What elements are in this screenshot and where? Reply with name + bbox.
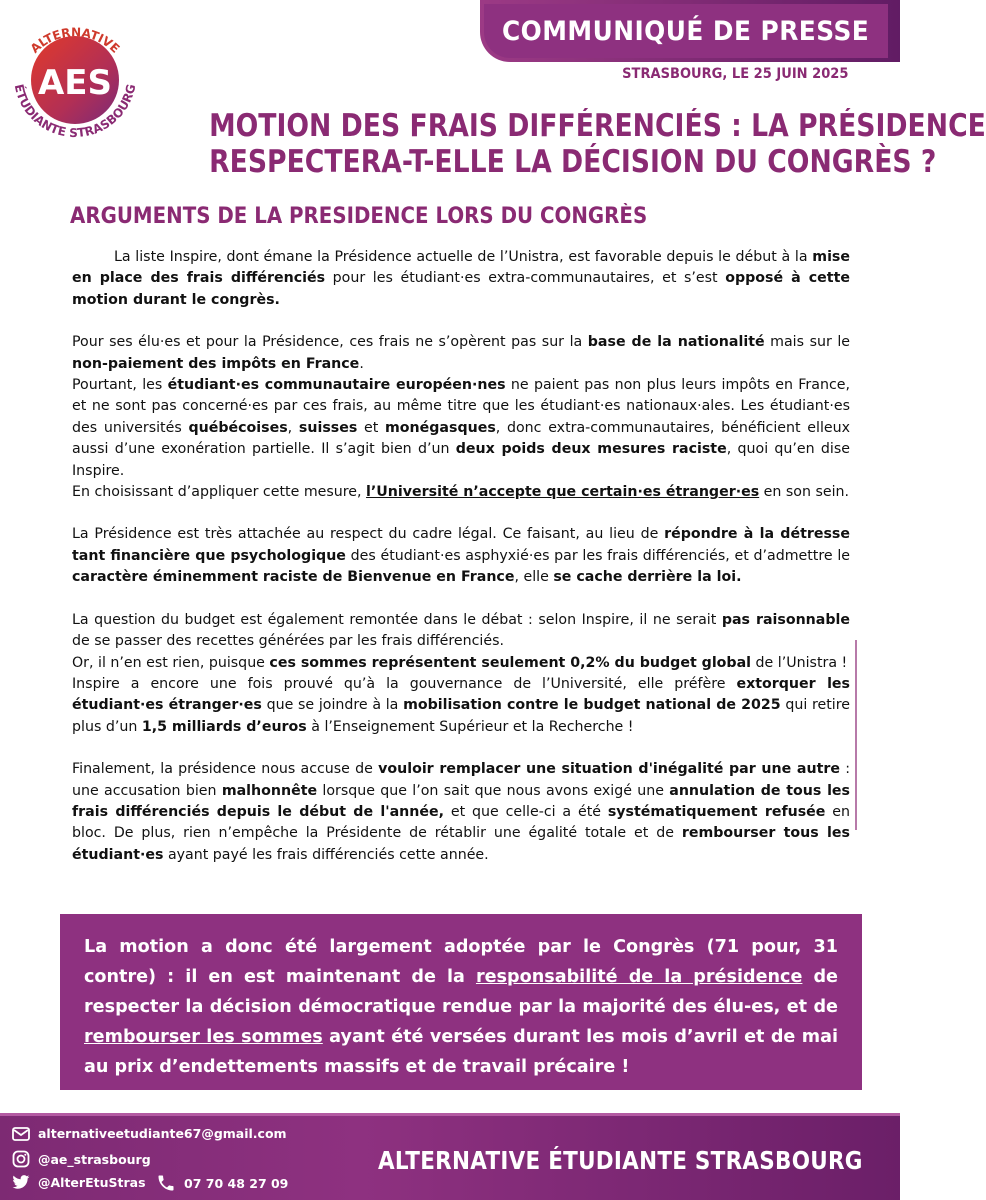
callout-underlined: responsabilité de la présidence: [475, 967, 803, 987]
callout-text: ayant été versées durant les mois d’avril et de mai au prix d’endettements massifs et de travail précaire !: [84, 1027, 838, 1077]
text-run: et que celle-ci a été: [443, 803, 608, 820]
text-run: , quoi qu’en dise Inspire.: [72, 441, 850, 479]
bold-run: se cache derrière la loi.: [553, 569, 742, 586]
instagram-icon: [12, 1150, 30, 1168]
bold-run: mise en place des frais différenciés: [72, 249, 850, 287]
bold-run: annulation de tous les frais différenciés depuis le début de l'année,: [72, 782, 851, 820]
text-run: et: [357, 419, 386, 436]
twitter-bird-icon: [12, 1175, 30, 1190]
bold-run: mobilisation contre le budget national de 2025: [403, 697, 781, 714]
text-run: ,: [287, 419, 299, 436]
bold-run: non-paiement des impôts en France: [72, 355, 360, 372]
title-line-1: MOTION DES FRAIS DIFFÉRENCIÉS : LA PRÉSIDENCE: [209, 108, 986, 144]
bold-run: suisses: [298, 419, 358, 436]
text-run: en son sein.: [759, 484, 850, 501]
paragraph-5: [72, 524, 850, 588]
title-line-2: RESPECTERA-T-ELLE LA DÉCISION DU CONGRÈS ?: [209, 144, 937, 180]
text-run: ayant payé les frais différenciés cette année.: [163, 846, 489, 863]
twitter-text[interactable]: @AlterEtuStras: [38, 1175, 146, 1190]
text-run: En choisissant d’appliquer cette mesure,: [72, 484, 367, 501]
press-release-banner: [480, 0, 900, 62]
text-run: , donc extra-communautaires, bénéficient elleux aussi d’une exonération partielle. Il s’agit bien d’un: [72, 419, 850, 458]
text-run: Or, il n’en est rien, puisque: [72, 654, 270, 671]
paragraph-3: [72, 375, 850, 482]
bold-run: ces sommes représentent seulement 0,2% du budget global: [269, 654, 752, 671]
callout-text: La motion a donc été largement adoptée par le Congrès (71 pour, 31 contre) : il en est maintenant de la: [84, 937, 838, 987]
text-run: Pour ses élu·es et pour la Présidence, ces frais ne s’opèrent pas sur la: [72, 334, 588, 351]
footer-instagram[interactable]: [12, 1150, 151, 1168]
email-text[interactable]: alternativeetudiante67@gmail.com: [38, 1126, 287, 1141]
bold-run: monégasques: [385, 419, 496, 436]
text-run: en bloc. De plus, rien n’empêche la Présidente de rétablir une égalité totale et de: [72, 803, 850, 842]
footer-phone[interactable]: [156, 1173, 288, 1193]
page-title: [209, 108, 986, 180]
bold-run: rembourser tous les étudiant·es: [72, 825, 850, 863]
conclusion-callout: [60, 914, 862, 1090]
text-run: La Présidence est très attachée au respect du cadre légal. Ce faisant, au lieu de: [72, 526, 665, 543]
body-text: [72, 247, 850, 866]
callout-underlined: rembourser les sommes: [84, 1027, 323, 1047]
bold-run: 1,5 milliards d’euros: [141, 718, 307, 735]
bold-underlined-run: l’Université n’accepte que certain·es étranger·es: [366, 484, 760, 501]
decorative-divider: [855, 640, 857, 830]
bold-run: québécoises: [188, 419, 288, 436]
bold-run: extorquer les étudiant·es étranger·es: [72, 675, 850, 714]
mail-icon: [12, 1127, 30, 1141]
banner-title: COMMUNIQUÉ DE PRESSE: [502, 15, 870, 47]
bold-run: opposé à cette motion durant le congrès.: [72, 270, 850, 308]
paragraph-1: [72, 247, 850, 311]
bold-run: systématiquement refusée: [607, 803, 826, 820]
aes-logo-graphic: [4, 6, 146, 148]
press-release-banner-inner: [484, 4, 888, 58]
text-run: mais sur le: [764, 334, 851, 351]
text-run: Finalement, la présidence nous accuse de: [72, 761, 379, 778]
paragraph-8: [72, 674, 850, 738]
text-run: que se joindre à la: [261, 697, 404, 714]
paragraph-2: [72, 332, 850, 375]
text-run: Inspire a encore une fois prouvé qu’à la gouvernance de l’Université, elle préfère: [72, 675, 737, 692]
text-run: La liste Inspire, dont émane la Présidence actuelle de l’Unistra, est favorable depuis le début à la: [114, 249, 813, 265]
instagram-text[interactable]: @ae_strasbourg: [38, 1151, 151, 1167]
callout-text: de respecter la décision démocratique rendue par la majorité des élu-es, et de: [84, 967, 838, 1017]
bold-run: étudiant·es communautaire européen·nes: [167, 377, 506, 394]
footer-brand: ALTERNATIVE ÉTUDIANTE STRASBOURG: [378, 1146, 863, 1175]
text-run: de l’Unistra !: [751, 654, 848, 671]
text-run: lorsque que l’on sait que nous avons exigé une: [317, 782, 670, 799]
paragraph-6: [72, 610, 850, 653]
text-run: , elle: [514, 569, 554, 586]
section-heading: ARGUMENTS DE LA PRESIDENCE LORS DU CONGRÈS: [70, 204, 648, 229]
bold-run: malhonnête: [221, 782, 318, 799]
bold-run: répondre à la détresse tant financière que psychologique: [72, 526, 850, 564]
bold-run: deux poids deux mesures raciste: [455, 441, 727, 458]
text-run: .: [359, 355, 364, 372]
paragraph-7: [72, 653, 850, 674]
footer-email[interactable]: [12, 1126, 287, 1141]
logo-top-text: ALTERNATIVE: [27, 25, 123, 56]
text-run: à l’Enseignement Supérieur et la Recherche !: [306, 718, 634, 735]
text-run: ne paient pas non plus leurs impôts en France, et ne sont pas concerné·es par ces frais, au même titre que les étudiant·es nationaux·ales. Les étudiant·es des universités: [72, 377, 850, 436]
date-line: STRASBOURG, LE 25 JUIN 2025: [621, 66, 848, 82]
text-run: de se passer des recettes générées par les frais différenciés.: [72, 633, 504, 650]
logo-acronym: AES: [37, 63, 113, 103]
text-run: La question du budget est également remontée dans le débat : selon Inspire, il ne serait: [72, 611, 722, 628]
text-run: des étudiant·es asphyxié·es par les frais différenciés, et d’admettre le: [345, 547, 850, 564]
text-run: : une accusation bien: [72, 761, 850, 799]
footer-twitter[interactable]: [12, 1175, 146, 1190]
text-run: Pourtant, les: [72, 377, 168, 394]
bold-run: base de la nationalité: [587, 334, 765, 351]
paragraph-9: [72, 759, 850, 866]
bold-run: vouloir remplacer une situation d'inégalité par une autre: [378, 761, 840, 778]
logo-bottom-text: ÉTUDIANTE STRASBOURG: [11, 82, 139, 141]
text-run: qui retire plus d’un: [72, 697, 850, 735]
paragraph-4: [72, 482, 850, 503]
text-run: pour les étudiant·es extra-communautaires, et s’est: [325, 270, 726, 287]
phone-icon: [156, 1173, 176, 1193]
bold-run: caractère éminemment raciste de Bienvenue en France: [72, 569, 515, 586]
phone-text[interactable]: 07 70 48 27 09: [184, 1175, 289, 1191]
aes-logo: [4, 6, 146, 148]
bold-run: pas raisonnable: [721, 611, 850, 628]
